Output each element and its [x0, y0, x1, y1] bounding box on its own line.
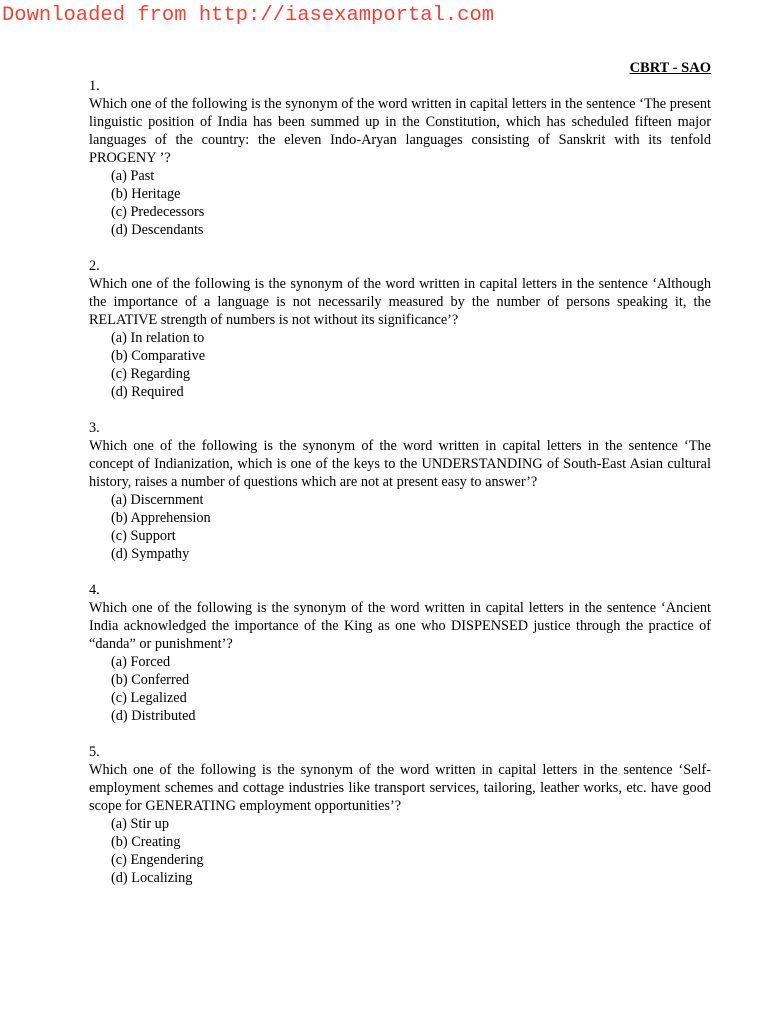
- question-text: Which one of the following is the synonym of the word written in capital letters in the sentence ‘Self-employment schemes and cottage industries like transport services, tailoring, leather works, etc. have good scope for GENERATING employment opportunities’?: [89, 762, 711, 814]
- option-b: (b) Comparative: [111, 348, 206, 364]
- option-list: [89, 167, 711, 239]
- option-d: (d) Localizing: [111, 870, 193, 886]
- question-5: [89, 743, 711, 887]
- question-list: [89, 77, 711, 905]
- option-a: (a) In relation to: [111, 330, 205, 346]
- option-c: (c) Support: [111, 528, 176, 544]
- question-text: Which one of the following is the synonym of the word written in capital letters in the sentence ‘The concept of Indianization, which is one of the keys to the UNDERSTANDING of South-East Asian cultural history, raises a number of questions which are not at present easy to answer’?: [89, 438, 711, 490]
- option-d: (d) Sympathy: [111, 546, 190, 562]
- option-b: (b) Conferred: [111, 672, 190, 688]
- option-d: (d) Distributed: [111, 708, 196, 724]
- option-list: [89, 653, 711, 725]
- option-list: [89, 491, 711, 563]
- option-b: (b) Creating: [111, 834, 181, 850]
- question-text: Which one of the following is the synonym of the word written in capital letters in the sentence ‘Ancient India acknowledged the importance of the King as one who DISPENSED justice through the practice of “danda” or punishment’?: [89, 600, 711, 652]
- question-number: 1.: [89, 78, 100, 94]
- question-number: 4.: [89, 582, 100, 598]
- option-b: (b) Heritage: [111, 186, 181, 202]
- option-list: [89, 815, 711, 887]
- question-number: 3.: [89, 420, 100, 436]
- option-c: (c) Predecessors: [111, 204, 205, 220]
- option-c: (c) Engendering: [111, 852, 204, 868]
- document-header-label: CBRT - SAO: [629, 60, 711, 76]
- question-3: [89, 419, 711, 563]
- option-b: (b) Apprehension: [111, 510, 211, 526]
- question-text: Which one of the following is the synonym of the word written in capital letters in the sentence ‘Although the importance of a language is not necessarily measured by the number of persons speaking it, the RELATIVE strength of numbers is not without its significance’?: [89, 276, 711, 328]
- option-c: (c) Regarding: [111, 366, 190, 382]
- question-number: 2.: [89, 258, 100, 274]
- question-number: 5.: [89, 744, 100, 760]
- option-c: (c) Legalized: [111, 690, 187, 706]
- option-a: (a) Past: [111, 168, 155, 184]
- option-a: (a) Discernment: [111, 492, 204, 508]
- question-1: [89, 77, 711, 239]
- question-text: Which one of the following is the synonym of the word written in capital letters in the sentence ‘The present linguistic position of India has been summed up in the Constitution, which has scheduled fifteen major languages of the country: the eleven Indo-Aryan languages consisting of Sanskrit with its tenfold PROGENY ’?: [89, 96, 711, 166]
- option-d: (d) Required: [111, 384, 184, 400]
- option-a: (a) Stir up: [111, 816, 169, 832]
- watermark-link: Downloaded from http://iasexamportal.com: [2, 4, 495, 27]
- question-4: [89, 581, 711, 725]
- option-d: (d) Descendants: [111, 222, 204, 238]
- option-list: [89, 329, 711, 401]
- option-a: (a) Forced: [111, 654, 171, 670]
- question-2: [89, 257, 711, 401]
